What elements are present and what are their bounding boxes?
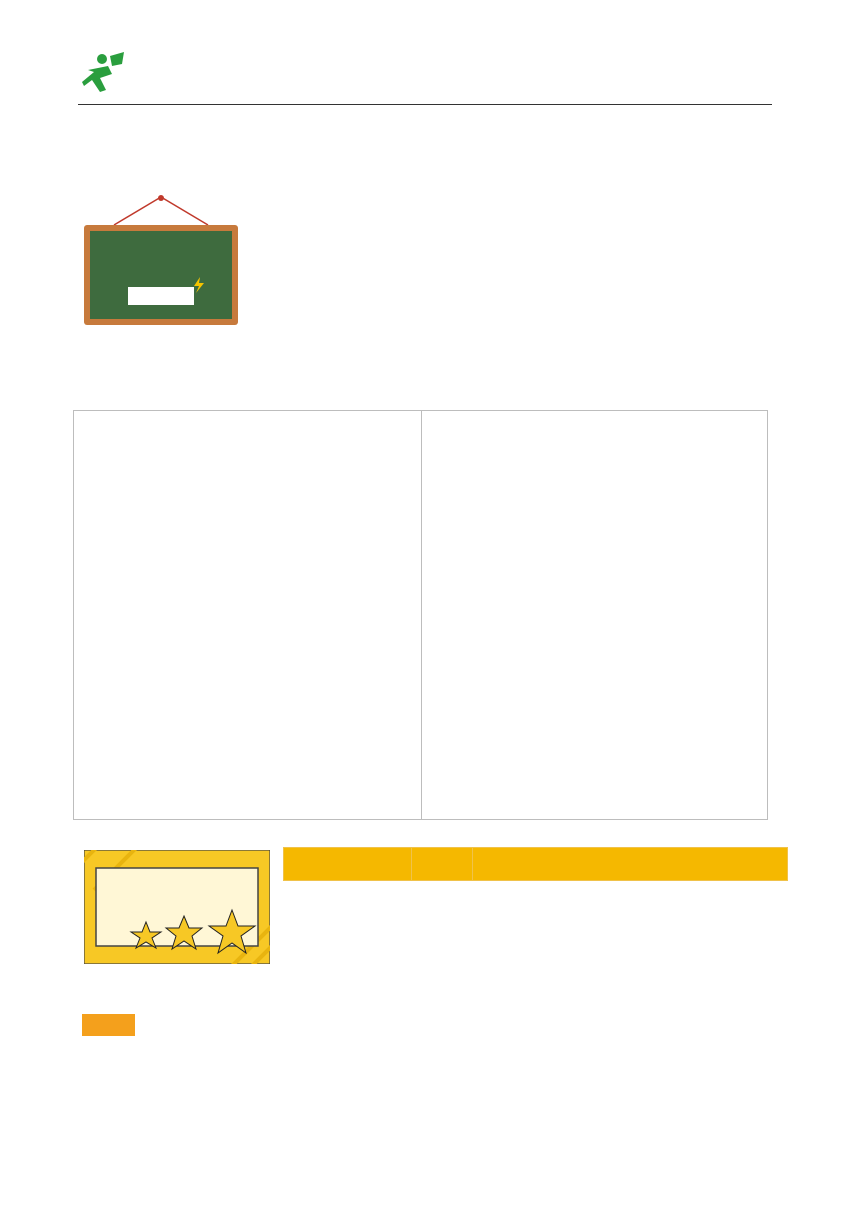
col-header-words — [473, 848, 788, 881]
exercise-divider — [421, 410, 422, 820]
col-header-letters — [284, 848, 412, 881]
phonics-table — [283, 847, 788, 881]
runner-logo-icon — [80, 50, 128, 95]
phonics-table-wrap — [283, 847, 788, 881]
grammar-board — [84, 225, 238, 325]
board-tag — [128, 287, 194, 305]
col-header-ipa — [412, 848, 473, 881]
logo — [80, 50, 250, 95]
header-divider — [78, 104, 772, 105]
lightning-icon — [192, 277, 206, 293]
lesson-title — [240, 122, 570, 182]
practice-badge — [82, 1014, 135, 1036]
talk-time-banner — [84, 850, 270, 964]
